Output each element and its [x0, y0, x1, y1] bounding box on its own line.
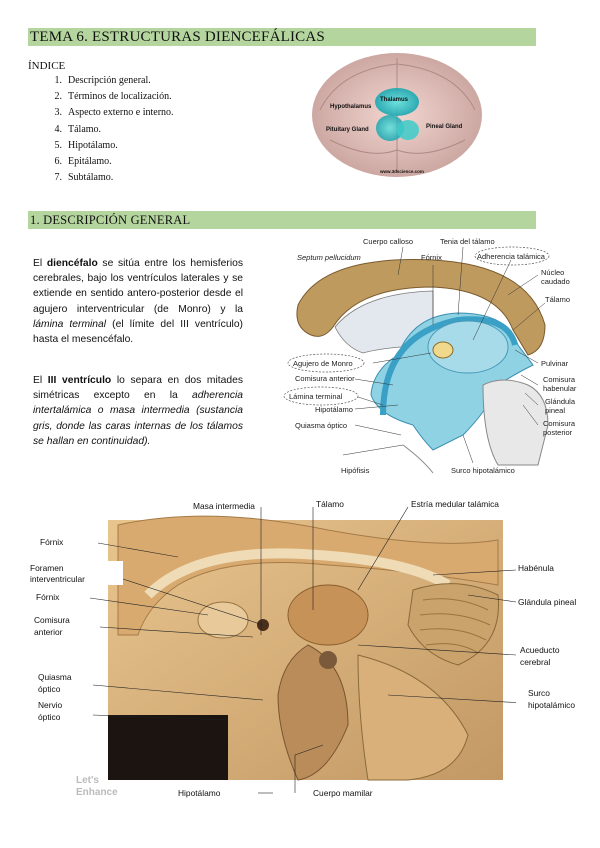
watermark-line-2: Enhance [76, 787, 118, 798]
label-quiasma: Quiasma óptico [295, 421, 348, 430]
section-header-descripcion [28, 211, 536, 229]
label-surco-hipotalamico: Surco hipotalámico [451, 466, 515, 475]
section-header-tema [28, 28, 536, 46]
label-thalamus: Thalamus [380, 97, 409, 103]
paragraph-ventriculo: El III ventrículo lo separa en dos mitades simétricas excepto en la adherencia intertalámica o masa intermedia (sustancia gris, donde las caras internas de los tálamos se hallan en continuidad). [33, 375, 243, 447]
label-nucleo-caudado-2: caudado [541, 277, 570, 286]
index-item: 7. Subtálamo. [54, 172, 114, 184]
diencephalon-sagittal-diagram [283, 235, 583, 475]
section-title: 1. DESCRIPCIÓN GENERAL [30, 213, 191, 227]
index-item: 5. Hipotálamo. [54, 139, 118, 151]
label-talamo-photo: Tálamo [316, 499, 344, 509]
index-list [40, 73, 174, 186]
label-acueducto-2: cerebral [520, 657, 551, 667]
label-comisura-posterior: Comisura [543, 419, 576, 428]
index-item: 1. Descripción general. [54, 75, 151, 86]
label-cuerpo-calloso: Cuerpo calloso [363, 237, 414, 246]
label-lamina-terminal: Lámina terminal [289, 392, 343, 401]
label-agujero-monro: Agujero de Monro [293, 359, 353, 368]
label-tenia: Tenia del tálamo [440, 237, 495, 246]
index-title: ÍNDICE [28, 60, 66, 72]
index-item: 2. Términos de localización. [54, 91, 172, 103]
label-pulvinar: Pulvinar [541, 359, 569, 368]
label-comisura-habenular-2: habenular [543, 384, 577, 393]
label-foramen-2: interventricular [30, 574, 85, 584]
label-hipotalamo-photo: Hipotálamo [178, 788, 221, 798]
label-masa-intermedia: Masa intermedia [193, 501, 255, 511]
watermark-line-1: Let's [76, 775, 99, 786]
index-item: 6. Epitálamo. [54, 156, 112, 168]
label-fornix: Fórnix [421, 253, 442, 262]
label-nervio-optico: Nervio [38, 700, 63, 710]
label-hipofisis: Hipófisis [341, 466, 370, 475]
label-acueducto: Acueducto [520, 645, 560, 655]
brain-3d-illustration [310, 50, 485, 180]
label-cuerpo-mamilar: Cuerpo mamilar [313, 788, 373, 798]
index-item: 3. Aspecto externo e interno. [54, 107, 174, 119]
label-hypothalamus: Hypothalamus [330, 104, 372, 110]
index-item: 4. Tálamo. [54, 123, 102, 135]
label-foramen: Foramen [30, 563, 64, 573]
label-surco-photo-2: hipotalámico [528, 700, 576, 710]
label-talamo: Tálamo [545, 295, 571, 304]
brain-dissection-photo [28, 495, 588, 805]
label-pineal-photo: Glándula pineal [518, 597, 577, 607]
label-comisura-anterior: Comisura anterior [295, 374, 355, 383]
label-glandula-pineal-2: pineal [545, 406, 566, 415]
paragraph-diencefalo: El diencéfalo se sitúa entre los hemisferios cerebrales, bajo los ventrículos laterales y se extiende en sentido antero-posterior desde el agujero interventricular (de Monro) y la lámina terminal (el límite del III ventrículo) hasta el mesencéfalo. [33, 258, 243, 346]
label-pituitary: Pituitary Gland [326, 127, 369, 133]
label-nervio-optico-2: óptico [38, 712, 61, 722]
label-nucleo-caudado: Núcleo [541, 268, 565, 277]
label-septum: Septum pellucidum [297, 253, 361, 262]
label-glandula-pineal: Glándula [545, 397, 576, 406]
label-comisura-anterior-photo-2: anterior [34, 627, 63, 637]
label-comisura-habenular: Comisura [543, 375, 576, 384]
label-comisura-anterior-photo: Comisura [34, 615, 70, 625]
label-quiasma-photo-2: óptico [38, 684, 61, 694]
label-hipotalamo: Hipotálamo [315, 405, 353, 414]
label-fornix-2: Fórnix [36, 592, 60, 602]
label-fornix-1: Fórnix [40, 537, 64, 547]
label-pineal: Pineal Gland [426, 124, 463, 130]
label-estria: Estría medular talámica [411, 499, 499, 509]
label-quiasma-photo: Quiasma [38, 672, 72, 682]
label-surco-photo: Surco [528, 688, 550, 698]
label-habenula: Habénula [518, 563, 554, 573]
label-site: www.3dscience.com [380, 169, 424, 174]
page-title: TEMA 6. ESTRUCTURAS DIENCEFÁLICAS [30, 29, 325, 45]
label-adherencia: Adherencia talámica [477, 252, 545, 261]
label-comisura-posterior-2: posterior [543, 428, 573, 437]
